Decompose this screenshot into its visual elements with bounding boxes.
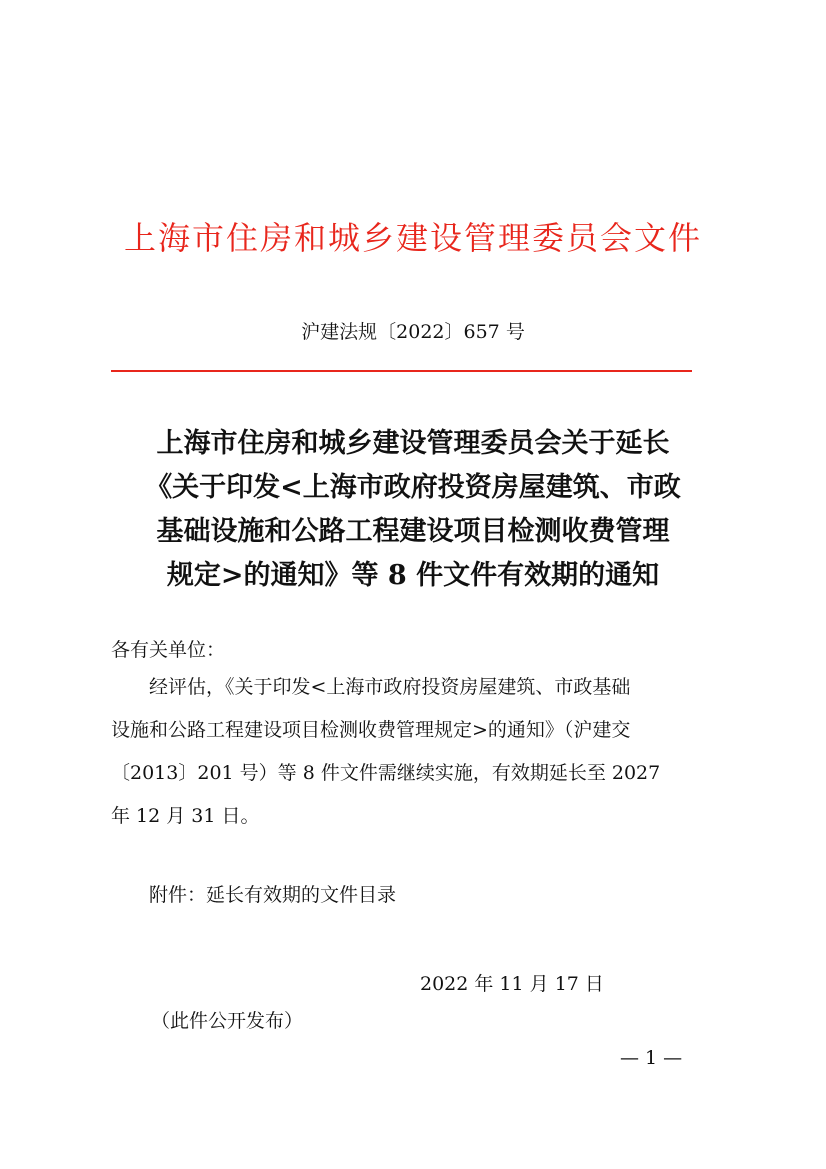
salutation: 各有关单位： (111, 639, 226, 661)
paragraph-line: 设施和公路工程建设项目检测收费管理规定>的通知》（沪建交 (111, 719, 631, 741)
issue-date: 2022 年 11 月 17 日 (420, 973, 604, 995)
paragraph-line: 〔2013〕201 号）等 8 件文件需继续实施，有效期延长至 2027 (111, 762, 661, 784)
red-divider (111, 370, 692, 372)
document-number: 沪建法规〔2022〕657 号 (301, 321, 525, 343)
title-line: 基础设施和公路工程建设项目检测收费管理 (156, 516, 670, 547)
publicity-note: （此件公开发布） (151, 1010, 304, 1032)
paragraph-line: 经评估，《关于印发<上海市政府投资房屋建筑、市政基础 (149, 676, 631, 698)
document-title (108, 422, 718, 598)
page-number: — 1 — (620, 1047, 683, 1069)
title-line: 规定>的通知》等 8 件文件有效期的通知 (166, 560, 660, 591)
attachment-note: 附件：延长有效期的文件目录 (149, 884, 397, 906)
issuer-header: 上海市住房和城乡建设管理委员会文件 (123, 219, 702, 257)
paragraph-line: 年 12 月 31 日。 (111, 805, 260, 827)
body-paragraph (111, 666, 721, 838)
title-line: 《关于印发<上海市政府投资房屋建筑、市政 (145, 472, 681, 503)
title-line: 上海市住房和城乡建设管理委员会关于延长 (156, 428, 670, 459)
